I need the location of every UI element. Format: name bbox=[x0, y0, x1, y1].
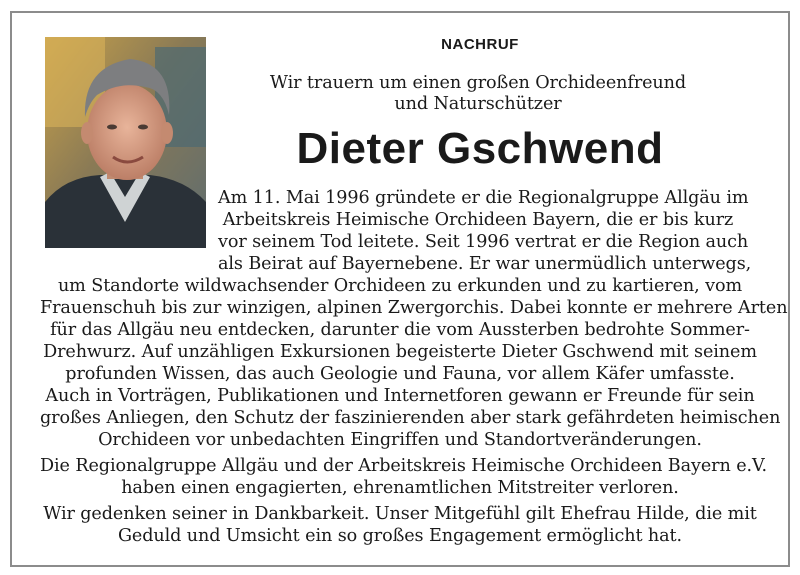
deceased-name: Dieter Gschwend bbox=[296, 124, 664, 173]
body-line: Orchideen vor unbedachten Eingriffen und Standortveränderungen. bbox=[98, 430, 702, 450]
body-line: profunden Wissen, das auch Geologie und Fauna, vor allem Käfer umfasste. bbox=[65, 364, 735, 384]
body-line: als Beirat auf Bayernebene. Er war unermüdlich unterwegs, bbox=[218, 254, 752, 274]
subtitle-line: und Naturschützer bbox=[394, 94, 562, 114]
body-line: für das Allgäu neu entdecken, darunter die vom Aussterben bedrohte Sommer- bbox=[50, 320, 750, 340]
closing-line: haben einen engagierten, ehrenamtlichen Mitstreiter verloren. bbox=[121, 478, 679, 498]
body-line: Drehwurz. Auf unzähligen Exkursionen begeisterte Dieter Gschwend mit seinem bbox=[43, 342, 757, 362]
body-line: Auch in Vorträgen, Publikationen und Internetforen gewann er Freunde für sein bbox=[45, 386, 755, 406]
body-line: Arbeitskreis Heimische Orchideen Bayern, die er bis kurz bbox=[222, 210, 734, 230]
body-line: großes Anliegen, den Schutz der faszinierenden aber stark gefährdeten heimischen bbox=[40, 408, 781, 428]
body-line: Frauenschuh bis zur winzigen, alpinen Zwergorchis. Dabei konnte er mehrere Arten bbox=[40, 298, 788, 318]
closing-line: Geduld und Umsicht ein so großes Engagement ermöglicht hat. bbox=[117, 526, 683, 546]
body-line: Am 11. Mai 1996 gründete er die Regionalgruppe Allgäu im bbox=[218, 188, 749, 208]
portrait-photo bbox=[45, 37, 206, 248]
subtitle-line: Wir trauern um einen großen Orchideenfreund bbox=[269, 73, 687, 93]
closing-line: Die Regionalgruppe Allgäu und der Arbeitskreis Heimische Orchideen Bayern e.V. bbox=[40, 456, 768, 476]
body-line: vor seinem Tod leitete. Seit 1996 vertrat er die Region auch bbox=[218, 232, 749, 252]
obituary-heading: NACHRUF bbox=[441, 36, 519, 53]
closing-line: Wir gedenken seiner in Dankbarkeit. Unser Mitgefühl gilt Ehefrau Hilde, die mit bbox=[43, 504, 757, 524]
body-line: um Standorte wildwachsender Orchideen zu erkunden und zu kartieren, vom bbox=[57, 276, 743, 296]
